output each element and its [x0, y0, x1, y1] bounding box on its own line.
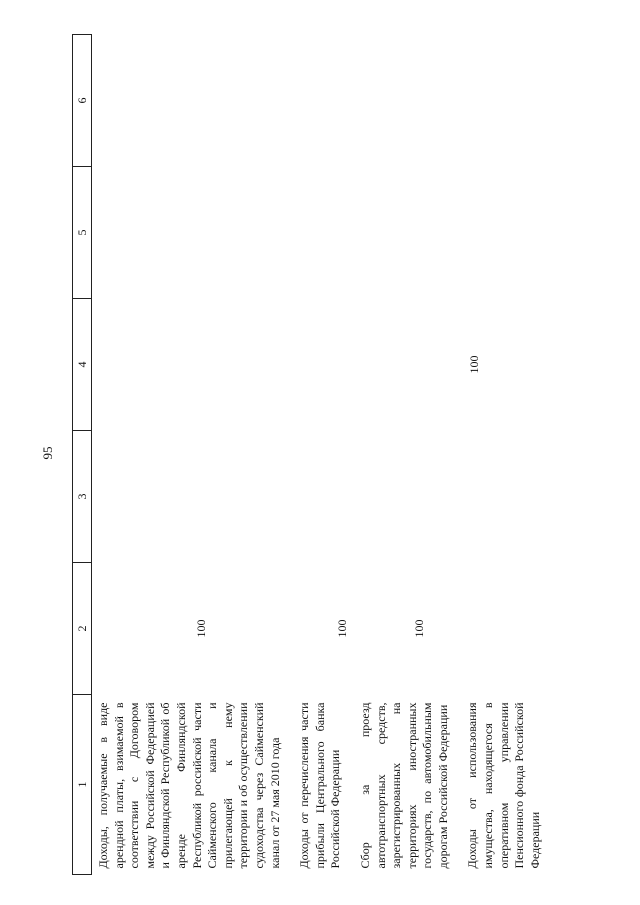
budget-table [72, 34, 557, 875]
table-row [465, 35, 557, 875]
revenue-name-cell: Сбор за проезд автотранспортных средств, зарегистрированных на территориях иностранных государств, по автомобильным дорогам Российской Федерации [357, 702, 450, 869]
column-header-3: 3 [73, 431, 92, 563]
column-5-cell [358, 167, 466, 299]
column-header-4: 4 [73, 299, 92, 431]
column-5-cell [297, 167, 358, 299]
column-2-cell: 100 [335, 619, 350, 638]
revenue-name-cell: Доходы от использования имущества, находящегося в оперативном управлении Пенсионного фонда Российской Федерации [465, 702, 542, 869]
column-4-cell [358, 299, 466, 431]
column-6-cell [465, 35, 557, 167]
column-number-row [73, 35, 92, 875]
column-2-cell: 100 [411, 619, 426, 638]
column-header-6: 6 [73, 35, 92, 167]
column-header-5: 5 [73, 167, 92, 299]
column-3-cell [92, 431, 298, 563]
column-4-cell [297, 299, 358, 431]
table-row [92, 35, 298, 875]
column-4-cell [92, 299, 298, 431]
column-header-2: 2 [73, 563, 92, 695]
column-6-cell [92, 35, 298, 167]
column-6-cell [358, 35, 466, 167]
revenue-name-cell: Доходы от перечисления части прибыли Центрального банка Российской Федерации [297, 702, 343, 869]
column-4-cell: 100 [467, 355, 482, 374]
column-5-cell [92, 167, 298, 299]
page-number: 95 [40, 446, 55, 460]
table-row [358, 35, 466, 875]
column-3-cell [358, 431, 466, 563]
revenue-name-cell: Доходы, получаемые в виде арендной платы, взимаемой в соответствии с Договором между Российской Федерацией и Финляндской Республикой об аренде Финляндской Республикой российской части Сайменского канала и прилегающей к нему территории и об осуществлении судоходства через Сайменский канал от 27 мая 2010 года [96, 702, 282, 869]
column-5-cell [465, 167, 557, 299]
column-6-cell [297, 35, 358, 167]
column-2-cell [465, 563, 557, 695]
column-3-cell [297, 431, 358, 563]
table-row [297, 35, 358, 875]
column-3-cell [465, 431, 557, 563]
column-2-cell: 100 [194, 619, 208, 638]
column-header-1: 1 [73, 695, 92, 875]
